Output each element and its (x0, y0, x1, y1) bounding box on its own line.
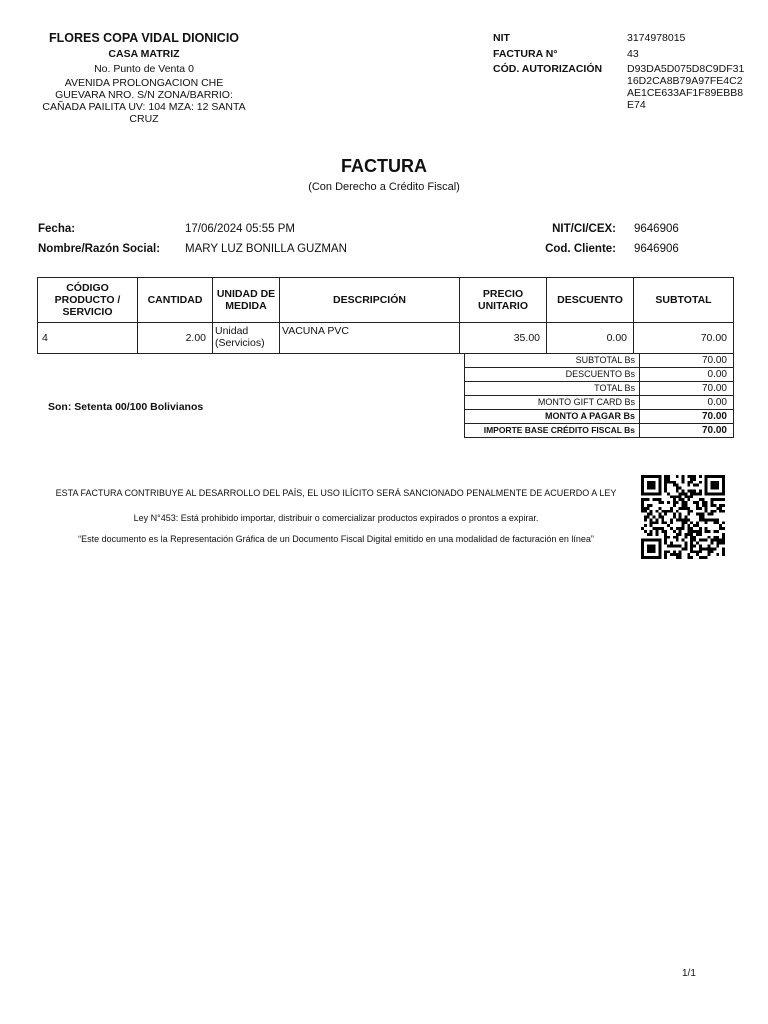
items-header-row (38, 278, 734, 323)
totals-row (465, 382, 734, 396)
total-label: SUBTOTAL Bs (465, 354, 640, 368)
issuer-address: AVENIDA PROLONGACION CHE GUEVARA NRO. S/N ZONA/BARRIO: CAÑADA PAILITA UV: 104 MZA: 12 SANTA CRUZ (42, 77, 246, 125)
total-value: 70.00 (640, 382, 734, 396)
document-title: FACTURA (341, 156, 427, 176)
total-value: 0.00 (640, 368, 734, 382)
total-label: TOTAL Bs (465, 382, 640, 396)
items-table (37, 277, 734, 354)
header-discount: DESCUENTO (547, 278, 634, 323)
issuer-block (40, 31, 248, 125)
client-name-label: Nombre/Razón Social: (38, 243, 161, 255)
amount-in-words: Son: Setenta 00/100 Bolivianos (48, 401, 204, 413)
client-nit-value: 9646906 (634, 223, 679, 235)
header-quantity: CANTIDAD (138, 278, 213, 323)
header-code: CÓDIGO PRODUCTO / SERVICIO (38, 278, 138, 323)
totals-row (465, 410, 734, 424)
cell-code: 4 (38, 323, 138, 354)
client-name-value: MARY LUZ BONILLA GUZMAN (185, 243, 347, 255)
date-label: Fecha: (38, 223, 76, 235)
authorization-code-label: CÓD. AUTORIZACIÓN (493, 63, 603, 75)
totals-row (465, 354, 734, 368)
total-value: 0.00 (640, 396, 734, 410)
cell-discount: 0.00 (547, 323, 634, 354)
table-row (38, 323, 734, 354)
total-value: 70.00 (640, 354, 734, 368)
cell-subtotal: 70.00 (634, 323, 734, 354)
invoice-meta (493, 31, 747, 111)
cell-unit-price: 35.00 (460, 323, 547, 354)
nit-value: 3174978015 (627, 32, 686, 44)
cell-unit: Unidad (Servicios) (213, 323, 280, 354)
digital-document-notice: “Este documento es la Representación Gráfica de un Documento Fiscal Digital emitido en una modalidad de facturación en línea” (78, 534, 594, 544)
page-number: 1/1 (682, 968, 696, 979)
invoice-number-value: 43 (627, 47, 639, 60)
header-unit: UNIDAD DE MEDIDA (213, 278, 280, 323)
point-of-sale: No. Punto de Venta 0 (94, 63, 194, 75)
header-subtotal: SUBTOTAL (634, 278, 734, 323)
total-label: MONTO A PAGAR Bs (465, 410, 640, 424)
issuer-name: FLORES COPA VIDAL DIONICIO (48, 31, 240, 45)
totals-row (465, 424, 734, 438)
totals-row (465, 396, 734, 410)
total-label: MONTO GIFT CARD Bs (465, 396, 640, 410)
total-label: DESCUENTO Bs (465, 368, 640, 382)
total-value: 70.00 (640, 424, 734, 438)
cell-description: VACUNA PVC (280, 323, 460, 354)
legal-notice: ESTA FACTURA CONTRIBUYE AL DESARROLLO DEL PAÍS, EL USO ILÍCITO SERÁ SANCIONADO PENALMENTE DE ACUERDO A LEY (55, 488, 617, 498)
total-label: IMPORTE BASE CRÉDITO FISCAL Bs (465, 424, 640, 438)
cell-quantity: 2.00 (138, 323, 213, 354)
client-code-label: Cod. Cliente: (545, 243, 616, 255)
header-unit-price: PRECIO UNITARIO (460, 278, 547, 323)
issuer-branch: CASA MATRIZ (108, 48, 180, 60)
total-value: 70.00 (640, 410, 734, 424)
law-notice: Ley N°453: Está prohibido importar, distribuir o comercializar productos expirados o prontos a expirar. (133, 513, 539, 523)
document-subtitle: (Con Derecho a Crédito Fiscal) (308, 181, 460, 193)
header-description: DESCRIPCIÓN (280, 278, 460, 323)
client-nit-label: NIT/CI/CEX: (552, 223, 616, 235)
invoice-number-label: FACTURA N° (493, 47, 558, 60)
totals-table (464, 353, 734, 438)
totals-row (465, 368, 734, 382)
qr-code-icon (641, 475, 725, 559)
nit-label: NIT (493, 32, 510, 44)
date-value: 17/06/2024 05:55 PM (185, 223, 295, 235)
client-code-value: 9646906 (634, 243, 679, 255)
authorization-code-value: D93DA5D075D8C9DF3116D2CA8B79A97FE4C2AE1CE633AF1F89EBB8E74 (627, 63, 745, 111)
